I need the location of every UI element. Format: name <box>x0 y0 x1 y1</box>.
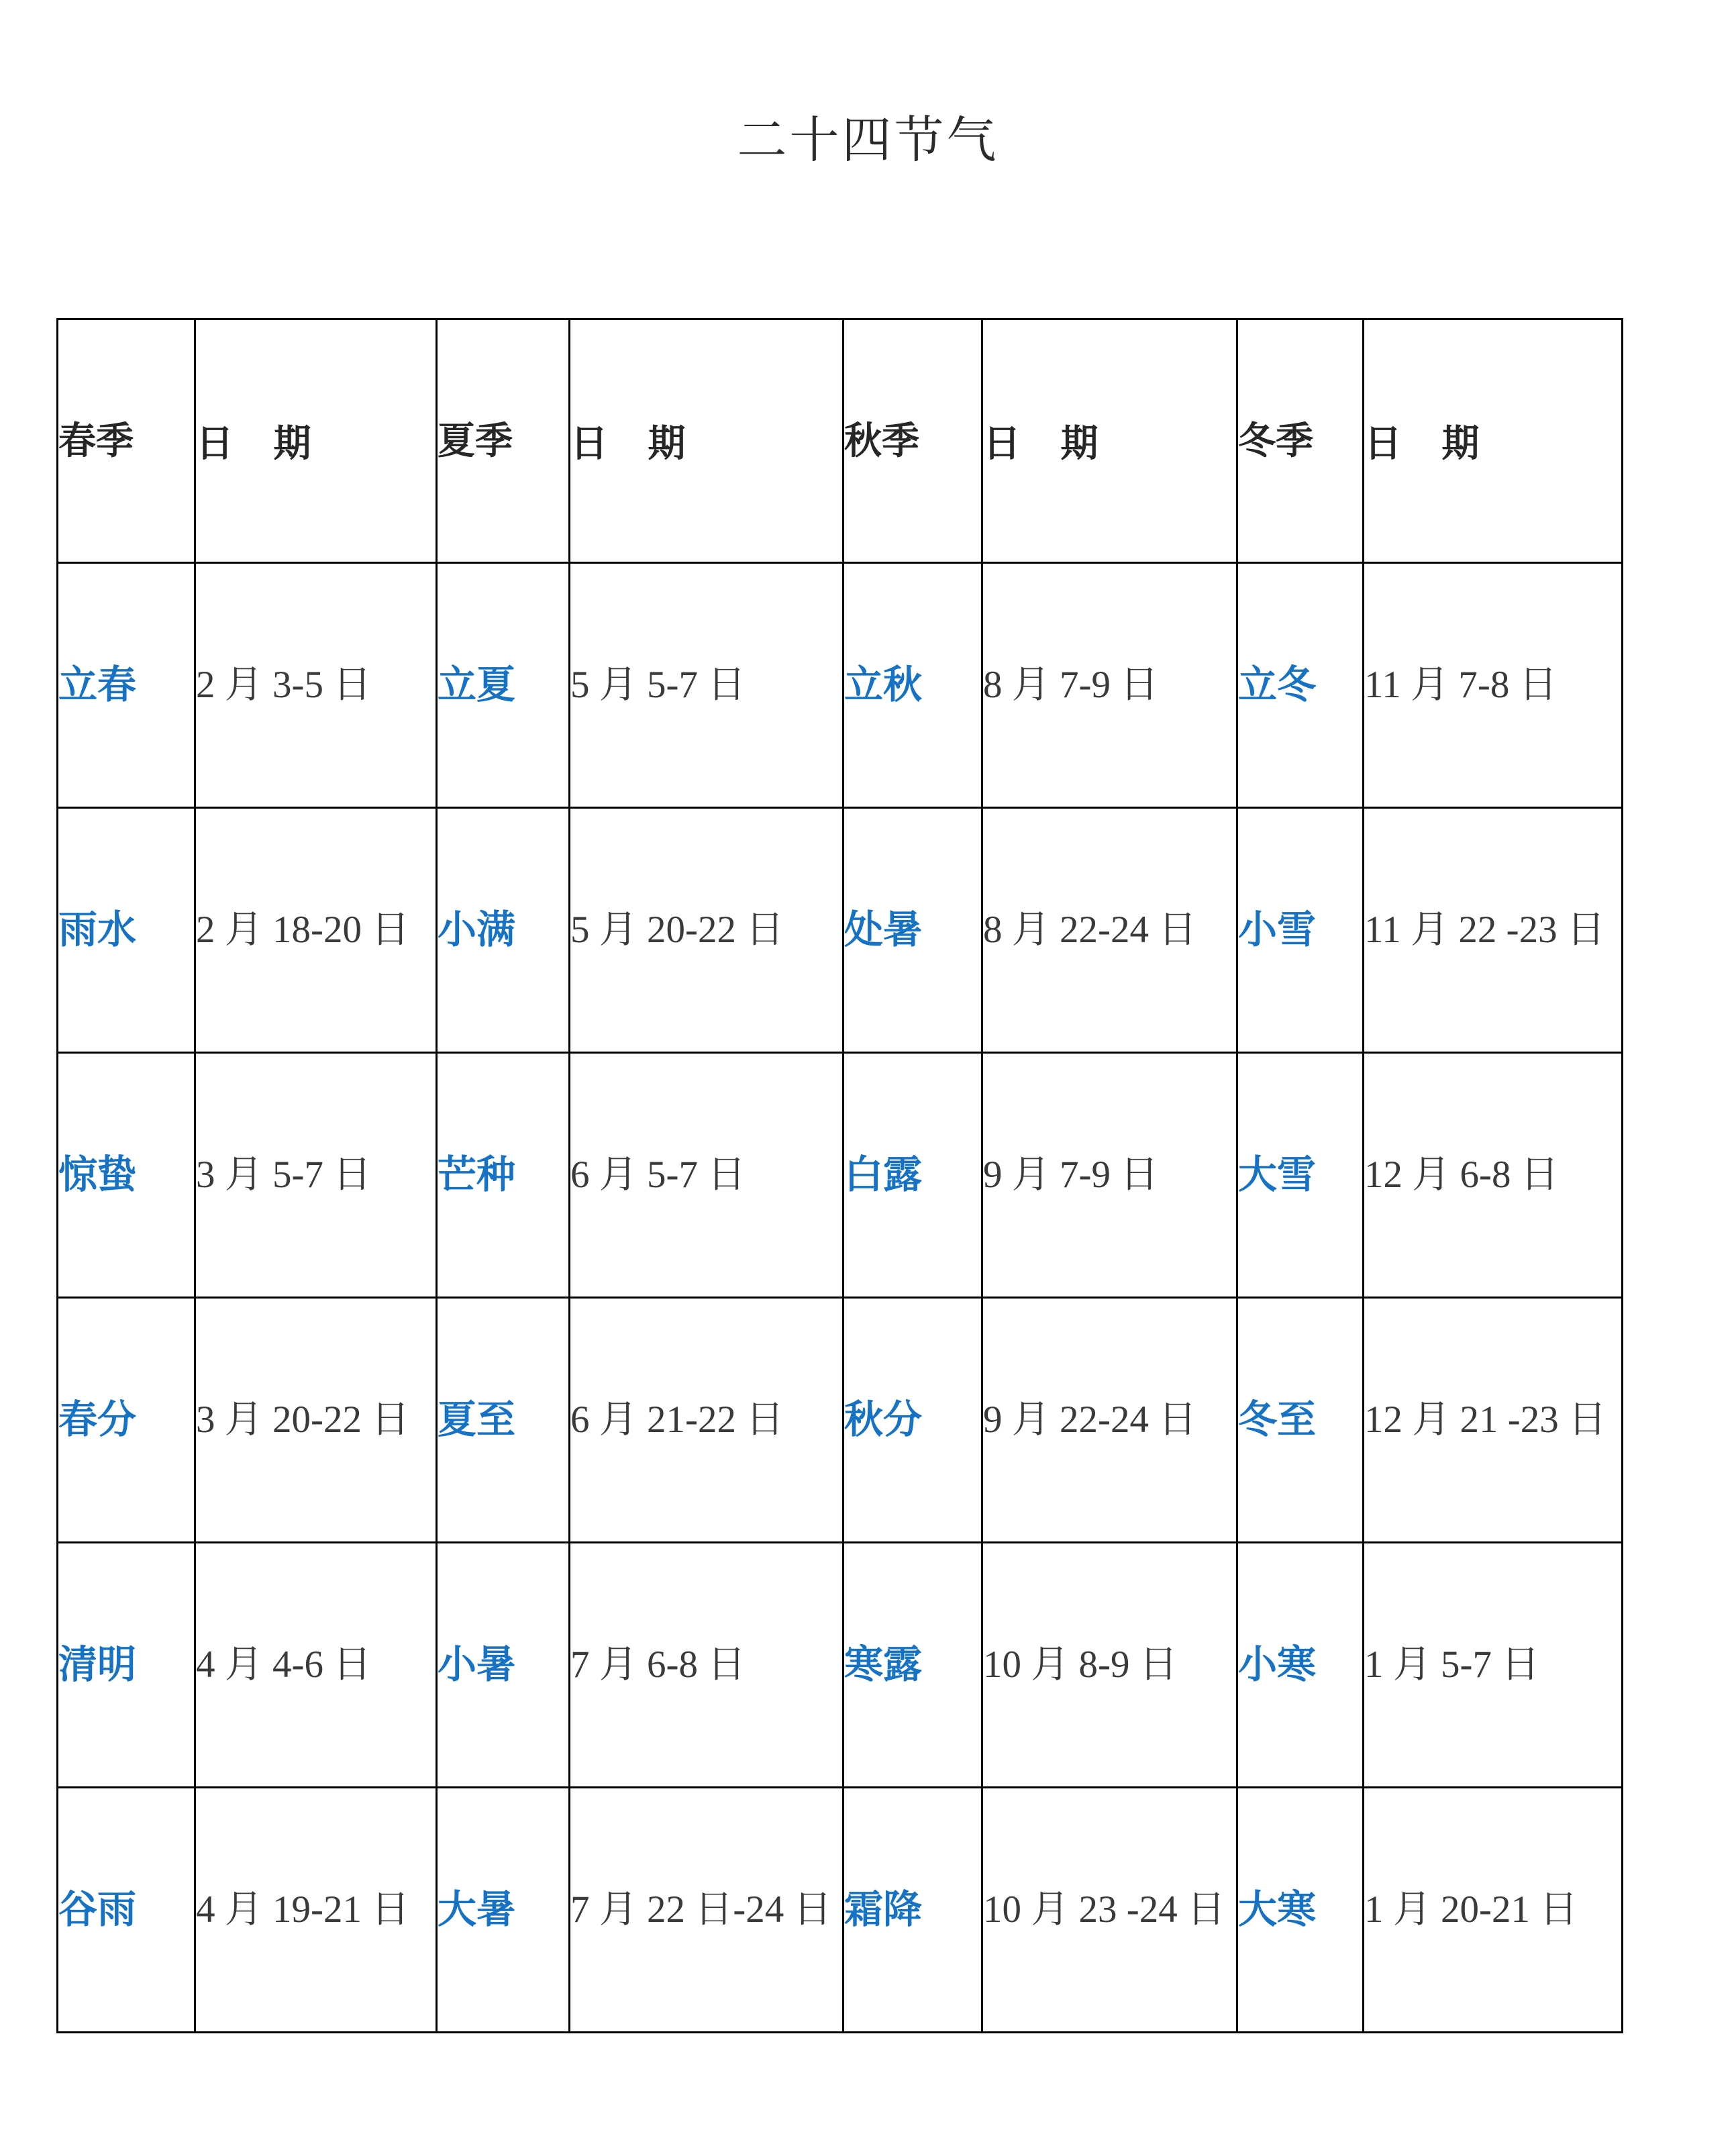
page-title: 二十四节气 <box>737 112 999 168</box>
table-row <box>58 1298 1623 1543</box>
solar-term-name: 立秋 <box>844 563 982 808</box>
solar-term-name: 小满 <box>437 808 570 1053</box>
solar-term-name: 冬至 <box>1237 1298 1364 1543</box>
column-header-autumn: 秋季 <box>844 319 982 563</box>
solar-term-name: 谷雨 <box>58 1788 195 2033</box>
solar-terms-table-wrapper <box>56 318 1621 2033</box>
solar-terms-table <box>56 318 1623 2033</box>
solar-term-date: 2 月 18-20 日 <box>195 808 437 1053</box>
column-header-summer-date: 日 期 <box>570 319 844 563</box>
solar-term-name: 小雪 <box>1237 808 1364 1053</box>
solar-term-date: 3 月 20-22 日 <box>195 1298 437 1543</box>
solar-term-date: 5 月 5-7 日 <box>570 563 844 808</box>
table-row <box>58 1788 1623 2033</box>
solar-term-date: 7 月 22 日-24 日 <box>570 1788 844 2033</box>
solar-term-date: 9 月 7-9 日 <box>982 1053 1237 1298</box>
column-header-winter-date: 日 期 <box>1364 319 1623 563</box>
table-header-row <box>58 319 1623 563</box>
solar-term-date: 6 月 21-22 日 <box>570 1298 844 1543</box>
solar-term-name: 白露 <box>844 1053 982 1298</box>
solar-term-date: 3 月 5-7 日 <box>195 1053 437 1298</box>
solar-term-name: 雨水 <box>58 808 195 1053</box>
solar-term-date: 12 月 21 -23 日 <box>1364 1298 1623 1543</box>
solar-term-name: 立冬 <box>1237 563 1364 808</box>
solar-term-name: 处暑 <box>844 808 982 1053</box>
solar-term-date: 12 月 6-8 日 <box>1364 1053 1623 1298</box>
solar-term-name: 清明 <box>58 1543 195 1788</box>
solar-term-name: 秋分 <box>844 1298 982 1543</box>
solar-term-date: 10 月 23 -24 日 <box>982 1788 1237 2033</box>
table-row <box>58 1053 1623 1298</box>
solar-term-date: 4 月 19-21 日 <box>195 1788 437 2033</box>
column-header-summer: 夏季 <box>437 319 570 563</box>
solar-term-date: 8 月 7-9 日 <box>982 563 1237 808</box>
solar-term-name: 霜降 <box>844 1788 982 2033</box>
solar-term-name: 立春 <box>58 563 195 808</box>
solar-term-date: 10 月 8-9 日 <box>982 1543 1237 1788</box>
table-row <box>58 563 1623 808</box>
column-header-winter: 冬季 <box>1237 319 1364 563</box>
solar-term-date: 11 月 22 -23 日 <box>1364 808 1623 1053</box>
table-row <box>58 1543 1623 1788</box>
solar-term-name: 寒露 <box>844 1543 982 1788</box>
solar-term-date: 2 月 3-5 日 <box>195 563 437 808</box>
solar-term-name: 大雪 <box>1237 1053 1364 1298</box>
column-header-spring: 春季 <box>58 319 195 563</box>
solar-term-name: 大寒 <box>1237 1788 1364 2033</box>
solar-term-date: 6 月 5-7 日 <box>570 1053 844 1298</box>
solar-term-name: 春分 <box>58 1298 195 1543</box>
table-row <box>58 808 1623 1053</box>
solar-term-date: 9 月 22-24 日 <box>982 1298 1237 1543</box>
solar-term-date: 8 月 22-24 日 <box>982 808 1237 1053</box>
solar-term-date: 7 月 6-8 日 <box>570 1543 844 1788</box>
solar-term-date: 4 月 4-6 日 <box>195 1543 437 1788</box>
column-header-autumn-date: 日 期 <box>982 319 1237 563</box>
solar-term-name: 小寒 <box>1237 1543 1364 1788</box>
solar-term-date: 11 月 7-8 日 <box>1364 563 1623 808</box>
solar-term-date: 1 月 5-7 日 <box>1364 1543 1623 1788</box>
solar-term-date: 1 月 20-21 日 <box>1364 1788 1623 2033</box>
solar-term-name: 夏至 <box>437 1298 570 1543</box>
solar-term-date: 5 月 20-22 日 <box>570 808 844 1053</box>
solar-term-name: 大暑 <box>437 1788 570 2033</box>
solar-term-name: 惊蛰 <box>58 1053 195 1298</box>
solar-term-name: 小暑 <box>437 1543 570 1788</box>
column-header-spring-date: 日 期 <box>195 319 437 563</box>
solar-term-name: 立夏 <box>437 563 570 808</box>
solar-term-name: 芒种 <box>437 1053 570 1298</box>
